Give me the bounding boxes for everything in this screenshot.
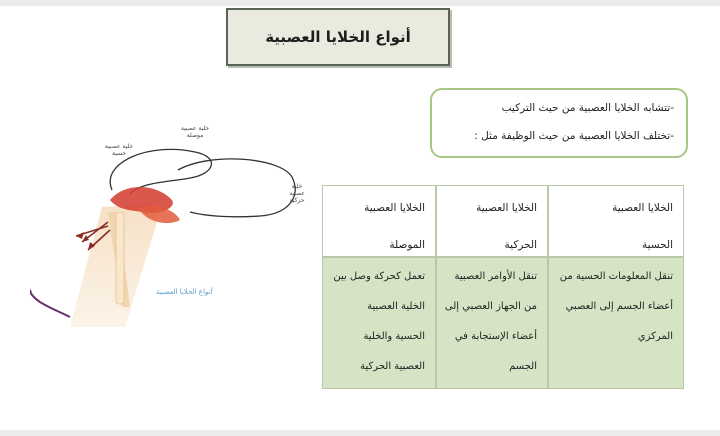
- label-sensory-neuron: خلية عصبية حسية: [104, 143, 134, 157]
- cell-sensory: تنقل المعلومات الحسية من أعضاء الجسم إلى العصبي المركزي: [548, 257, 684, 389]
- header-motor: الخلايا العصبية الحركية: [436, 185, 548, 257]
- label-motor-neuron: خلية عصبية حركية: [289, 183, 305, 204]
- page-edge-top: [0, 0, 720, 6]
- page-edge-bottom: [0, 430, 720, 436]
- title-box: [226, 8, 450, 66]
- header-sensory: الخلايا العصبية الحسية: [548, 185, 684, 257]
- cell-connector: تعمل كحركة وصل بين الخلية العصبية الحسية والخلية العصبية الحركية: [322, 257, 436, 389]
- page-title: أنواع الخلايا العصبية: [265, 28, 411, 46]
- diagram-caption: أنواع الخلايا العصبية: [156, 288, 213, 296]
- info-line-function: -تختلف الخلايا العصبية من حيث الوظيفة مثل :: [474, 130, 674, 142]
- label-connector-neuron: خلية عصبية موصلة: [180, 125, 210, 139]
- header-connector: الخلايا العصبية الموصلة: [322, 185, 436, 257]
- info-line-structure: -تتشابه الخلايا العصبية من حيث التركيب: [501, 102, 674, 114]
- cell-motor: تنقل الأوامر العصبية من الجهاز العصبي إلى أعضاء الإستجابة في الجسم: [436, 257, 548, 389]
- info-box: [430, 88, 688, 158]
